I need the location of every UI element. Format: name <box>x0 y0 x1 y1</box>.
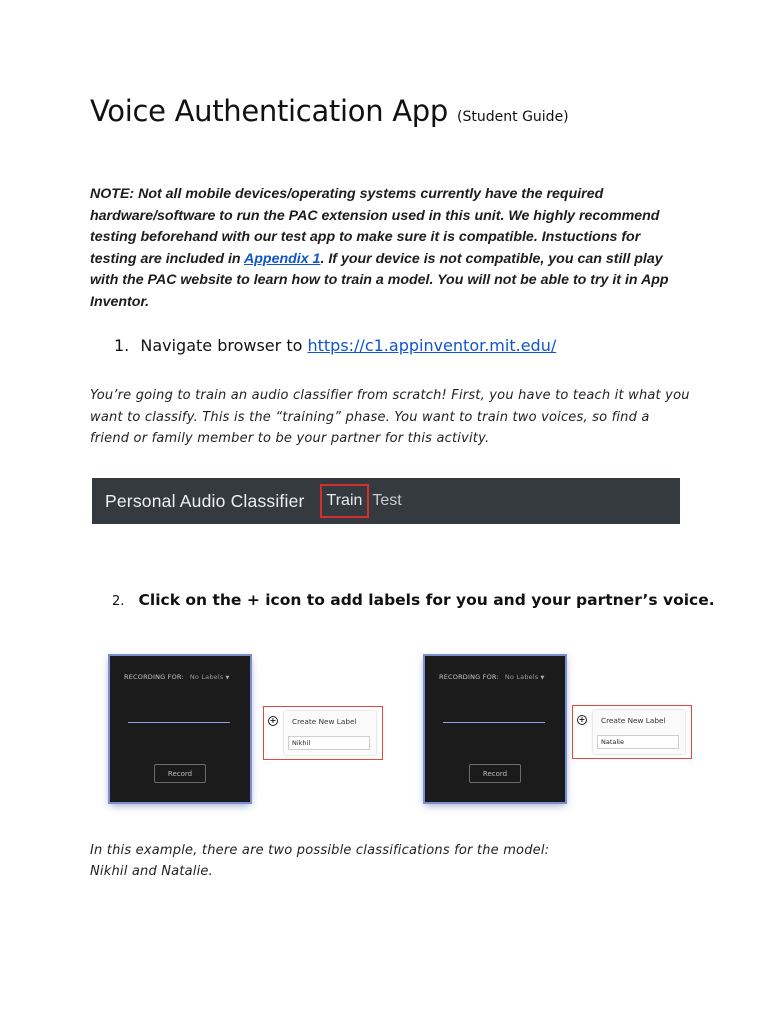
caption-line-2: Nikhil and Natalie. <box>90 864 213 879</box>
waveform-line <box>443 722 545 723</box>
create-label-card <box>284 711 376 755</box>
create-label-card <box>593 710 685 754</box>
create-label-title: Create New Label <box>292 717 357 726</box>
step-2-text: Click on the + icon to add labels for you and your partner’s voice. <box>138 591 715 609</box>
create-label-popup-nikhil <box>263 706 383 760</box>
plus-circle-icon[interactable]: + <box>269 716 277 725</box>
plus-circle-icon[interactable]: + <box>578 715 586 724</box>
label-name-input[interactable]: Nikhil <box>288 736 370 750</box>
recording-panel-nikhil <box>110 656 250 802</box>
page-title: Voice Authentication App <box>90 94 448 128</box>
appendix-link[interactable]: Appendix 1 <box>243 250 321 267</box>
navbar-brand[interactable]: Personal Audio Classifier <box>105 490 305 511</box>
recording-for-label: RECORDING FOR: <box>124 673 184 681</box>
note-text-start: NOTE: Not all mobile devices/operating systems currently have the required hardware/software to run the PAC extension used in this unit. We highly recommend testing beforehand with our test app to make sure it is compatible. Instuctions for testing are included in <box>90 186 660 267</box>
step-2 <box>112 590 715 609</box>
nav-test-tab[interactable]: Test <box>372 492 402 509</box>
caption-line-1: In this example, there are two possible classifications for the model: <box>90 843 550 858</box>
create-label-title: Create New Label <box>601 716 666 725</box>
document-title <box>90 94 569 128</box>
label-name-input[interactable]: Natalie <box>597 735 679 749</box>
record-button[interactable]: Record <box>154 764 206 783</box>
intro-paragraph: You’re going to train an audio classifier from scratch! First, you have to teach it what you want to classify. This is the “training” phase. You want to train two voices, so find a friend or family member to be your partner for this activity. <box>90 388 690 446</box>
label-dropdown[interactable]: No Labels <box>504 673 539 681</box>
create-label-popup-natalie <box>572 705 692 759</box>
waveform-line <box>128 722 230 723</box>
page-subtitle: (Student Guide) <box>457 109 569 125</box>
step-2-number: 2. <box>112 594 125 609</box>
nav-train-tab[interactable]: Train <box>320 484 370 518</box>
record-button[interactable]: Record <box>469 764 521 783</box>
compatibility-note <box>90 184 670 313</box>
note-text-end: . If your device is not compatible, you can still play with the PAC website to learn how to train a model. You will not be able to try it in App Inventor. <box>90 250 669 310</box>
recording-for-row <box>439 673 545 681</box>
caret-down-icon: ▼ <box>225 675 230 681</box>
step-1-text: Navigate browser to <box>140 336 308 355</box>
caret-down-icon: ▼ <box>540 675 545 681</box>
pac-navbar <box>92 478 680 524</box>
step-1-number: 1. <box>114 336 130 355</box>
recording-panel-natalie <box>425 656 565 802</box>
step-1 <box>114 336 556 355</box>
appinventor-link[interactable]: https://c1.appinventor.mit.edu/ <box>307 336 557 355</box>
label-dropdown[interactable]: No Labels <box>189 673 224 681</box>
example-caption <box>90 840 690 882</box>
recording-for-row <box>124 673 230 681</box>
recording-for-label: RECORDING FOR: <box>439 673 499 681</box>
